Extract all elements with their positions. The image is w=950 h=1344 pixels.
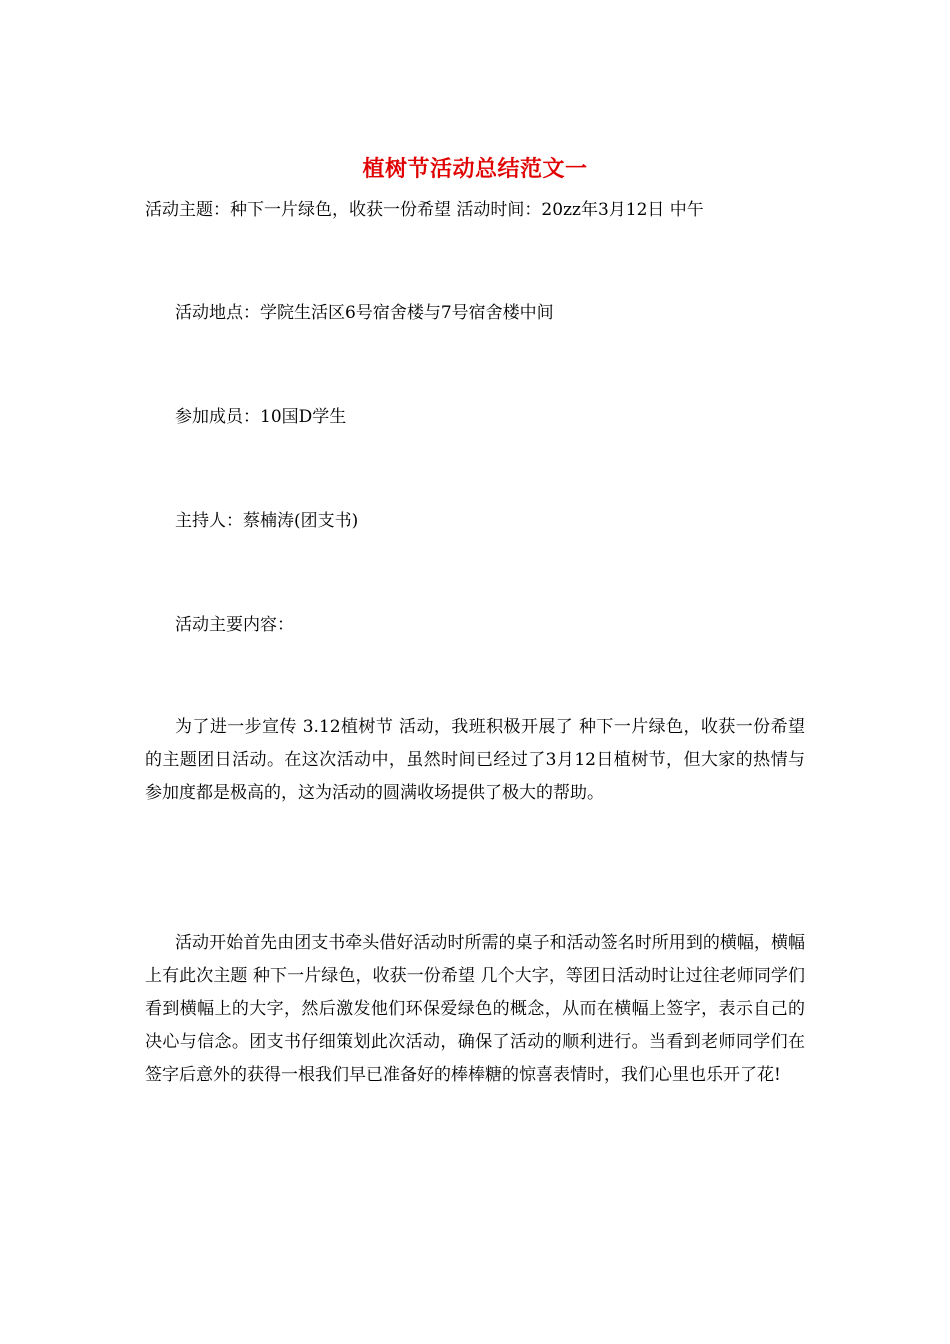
- location-line: 活动地点：学院生活区6号宿舍楼与7号宿舍楼中间: [175, 303, 554, 323]
- paragraph-activity: 活动开始首先由团支书牵头借好活动时所需的桌子和活动签名时所用到的横幅，横幅上有此次主题 种下一片绿色，收获一份希望 几个大字，等团日活动时让过往老师同学们看到横幅上的大字，然后激发他们环保爱绿色的概念，从而在横幅上签字，表示自己的决心与信念。团支书仔细策划此次活动，确保了活动的顺利进行。当看到老师同学们在签字后意外的获得一根我们早已准备好的棒棒糖的惊喜表情时，我们心里也乐开了花!: [145, 933, 805, 1085]
- document-title: 植树节活动总结范文一: [362, 156, 588, 182]
- paragraph-intro: 为了进一步宣传 3.12植树节 活动，我班积极开展了 种下一片绿色，收获一份希望 的主题团日活动。在这次活动中，虽然时间已经过了3月12日植树节，但大家的热情与参加度都是极高的，这为活动的圆满收场提供了极大的帮助。: [145, 717, 805, 803]
- theme-time-line: 活动主题：种下一片绿色，收获一份希望 活动时间：20zz年3月12日 中午: [145, 200, 704, 220]
- members-line: 参加成员：10国D学生: [175, 407, 347, 427]
- content-heading: 活动主要内容：: [175, 615, 294, 635]
- host-line: 主持人：蔡楠涛(团支书): [175, 511, 359, 531]
